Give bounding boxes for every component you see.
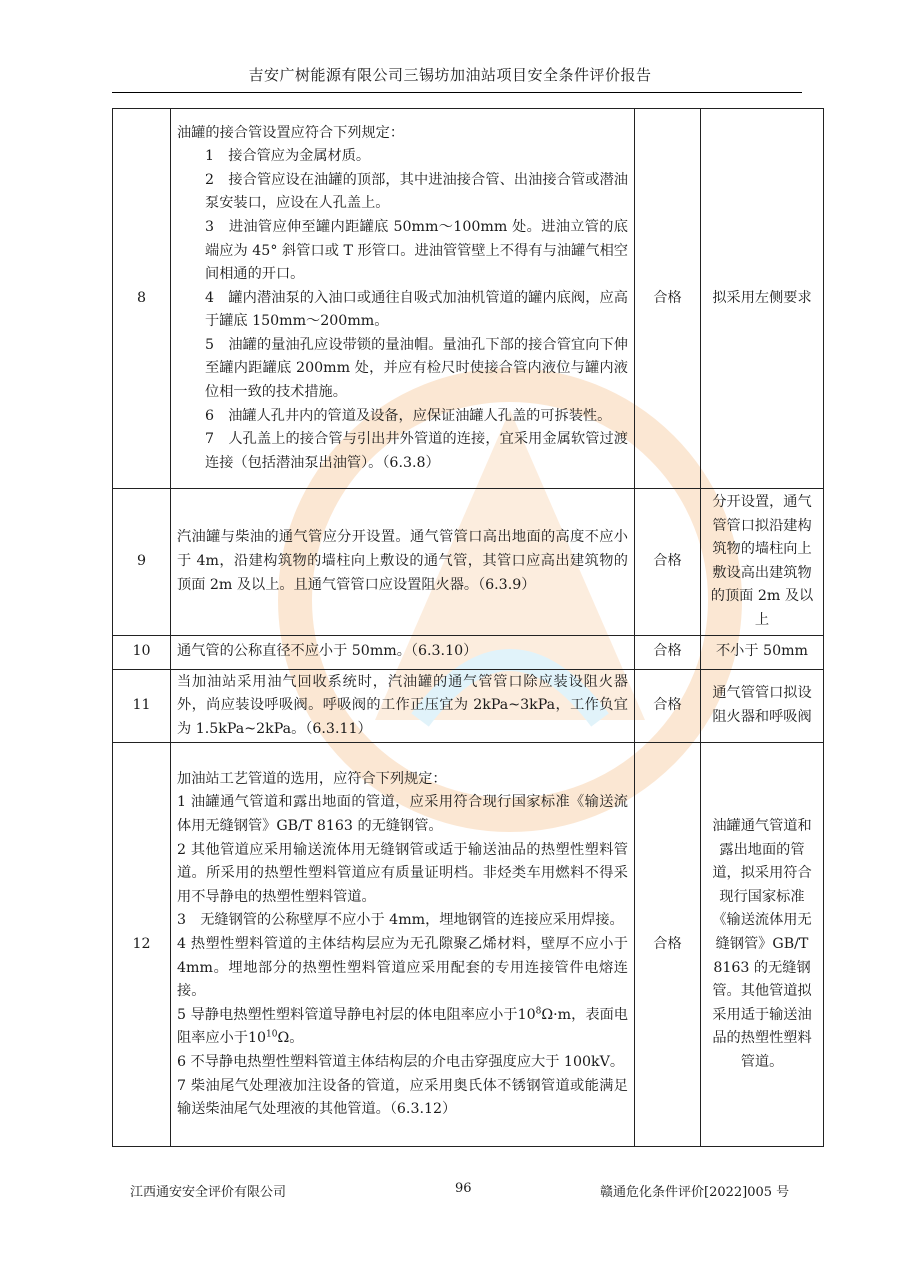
evaluation-table <box>112 108 824 1147</box>
requirement-cell <box>171 743 635 1147</box>
result-cell: 合格 <box>635 635 701 669</box>
requirement-cell <box>171 669 635 743</box>
requirement-line: 6 油罐人孔井内的管道及设备，应保证油罐人孔盖的可拆装性。 <box>205 407 612 424</box>
requirement-line: 3 进油管应伸至罐内距罐底 50mm～100mm 处。进油立管的底端应为 45° 斜管口或 T 形管口。进油管管壁上不得有与油罐气相空间相通的开口。 <box>205 218 628 283</box>
requirement-line: 4 热塑性塑料管道的主体结构层应为无孔隙聚乙烯材料，壁厚不应小于 4mm。埋地部分的热塑性塑料管道应采用配套的专用连接管件电熔连接。 <box>177 936 628 1000</box>
resistivity-text-2: Ω·m，表面电阻率应小于 <box>177 1006 628 1047</box>
requirement-line: 7 柴油尾气处理液加注设备的管道，应采用奥氏体不锈钢管道或能满足输送柴油尾气处理液的其他管道。（6.3.12） <box>177 1077 628 1118</box>
resistivity-exp-2: 10 <box>266 1029 278 1040</box>
requirement-cell <box>171 489 635 636</box>
measure-cell: 油罐通气管道和露出地面的管道，拟采用符合现行国家标准《输送流体用无缝钢管》GB/T 8163 的无缝钢管。其他管道拟采用适于输送油品的热塑性塑料管道。 <box>701 743 824 1147</box>
resistivity-exp-1: 8 <box>535 1006 542 1017</box>
page-number: 96 <box>455 1181 472 1196</box>
requirement-line: 汽油罐与柴油的通气管应分开设置。通气管管口高出地面的高度不应小于 4m，沿建构筑物的墙柱向上敷设的通气管，其管口应高出建筑物的顶面 2m 及以上。且通气管管口应设置阻火器。（6.3.9） <box>177 529 628 593</box>
header-rule <box>112 92 802 93</box>
document-number: 赣通危化条件评价[2022]005 号 <box>600 1185 790 1200</box>
measure-cell: 通气管管口拟设阻火器和呼吸阀 <box>701 669 824 743</box>
measure-cell: 分开设置，通气管管口拟沿建构筑物的墙柱向上敷设高出建筑物的顶面 2m 及以上 <box>701 489 824 636</box>
requirement-line <box>177 1004 628 1051</box>
table-row <box>113 109 824 489</box>
resistivity-text-3: Ω。 <box>277 1030 304 1047</box>
requirement-line: 通气管的公称直径不应小于 50mm。（6.3.10） <box>177 643 478 660</box>
requirement-line: 4 罐内潜油泵的入油口或通往自吸式加油机管道的罐内底阀，应高于罐底 150mm～200mm。 <box>205 289 628 330</box>
row-number: 10 <box>113 635 171 669</box>
requirement-line: 当加油站采用油气回收系统时，汽油罐的通气管管口除应装设阻火器外，尚应装设呼吸阀。呼吸阀的工作正压宜为 2kPa~3kPa，工作负宜为 1.5kPa~2kPa。（6.3.11） <box>177 673 628 737</box>
requirement-line: 5 油罐的量油孔应设带锁的量油帽。量油孔下部的接合管宜向下伸至罐内距罐底 200mm 处，并应有检尺时使接合管内液位与罐内液位相一致的技术措施。 <box>205 336 628 401</box>
requirement-line: 3 无缝钢管的公称壁厚不应小于 4mm，埋地钢管的连接应采用焊接。 <box>177 912 624 929</box>
requirement-line: 1 油罐通气管道和露出地面的管道，应采用符合现行国家标准《输送流体用无缝钢管》GB/T 8163 的无缝钢管。 <box>177 794 628 835</box>
requirement-line: 2 接合管应设在油罐的顶部，其中进油接合管、出油接合管或潜油泵安装口，应设在人孔盖上。 <box>205 171 628 212</box>
requirement-line: 油罐的接合管设置应符合下列规定： <box>177 124 405 141</box>
result-cell: 合格 <box>635 489 701 636</box>
requirement-line: 2 其他管道应采用输送流体用无缝钢管或适于输送油品的热塑性塑料管道。所采用的热塑性塑料管道应有质量证明档。非烃类车用燃料不得采用不导静电的热塑性塑料管道。 <box>177 841 628 905</box>
table-row <box>113 743 824 1147</box>
footer-company: 江西通安安全评价有限公司 <box>130 1185 287 1200</box>
result-cell: 合格 <box>635 109 701 489</box>
table-row <box>113 489 824 636</box>
requirement-cell <box>171 109 635 489</box>
result-cell: 合格 <box>635 669 701 743</box>
row-number: 8 <box>113 109 171 489</box>
row-number: 11 <box>113 669 171 743</box>
resistivity-base-1: 10 <box>517 1006 536 1023</box>
table-row <box>113 635 824 669</box>
resistivity-text-1: 5 导静电热塑性塑料管道导静电衬层的体电阻率应小于 <box>177 1006 518 1023</box>
result-cell: 合格 <box>635 743 701 1147</box>
requirement-line: 7 人孔盖上的接合管与引出井外管道的连接，宜采用金属软管过渡连接（包括潜油泵出油管）。（6.3.8） <box>205 431 628 471</box>
page-header: 吉安广树能源有限公司三锡坊加油站项目安全条件评价报告 <box>248 66 652 84</box>
requirement-line: 6 不导静电热塑性塑料管道主体结构层的介电击穿强度应大于 100kV。 <box>177 1054 625 1071</box>
requirement-line: 1 接合管应为金属材质。 <box>205 148 371 165</box>
measure-cell: 不小于 50mm <box>701 635 824 669</box>
requirement-line: 加油站工艺管道的选用，应符合下列规定： <box>177 770 447 787</box>
requirement-cell <box>171 635 635 669</box>
resistivity-base-2: 10 <box>247 1030 267 1047</box>
measure-cell: 拟采用左侧要求 <box>701 109 824 489</box>
table-row <box>113 669 824 743</box>
row-number: 9 <box>113 489 171 636</box>
row-number: 12 <box>113 743 171 1147</box>
